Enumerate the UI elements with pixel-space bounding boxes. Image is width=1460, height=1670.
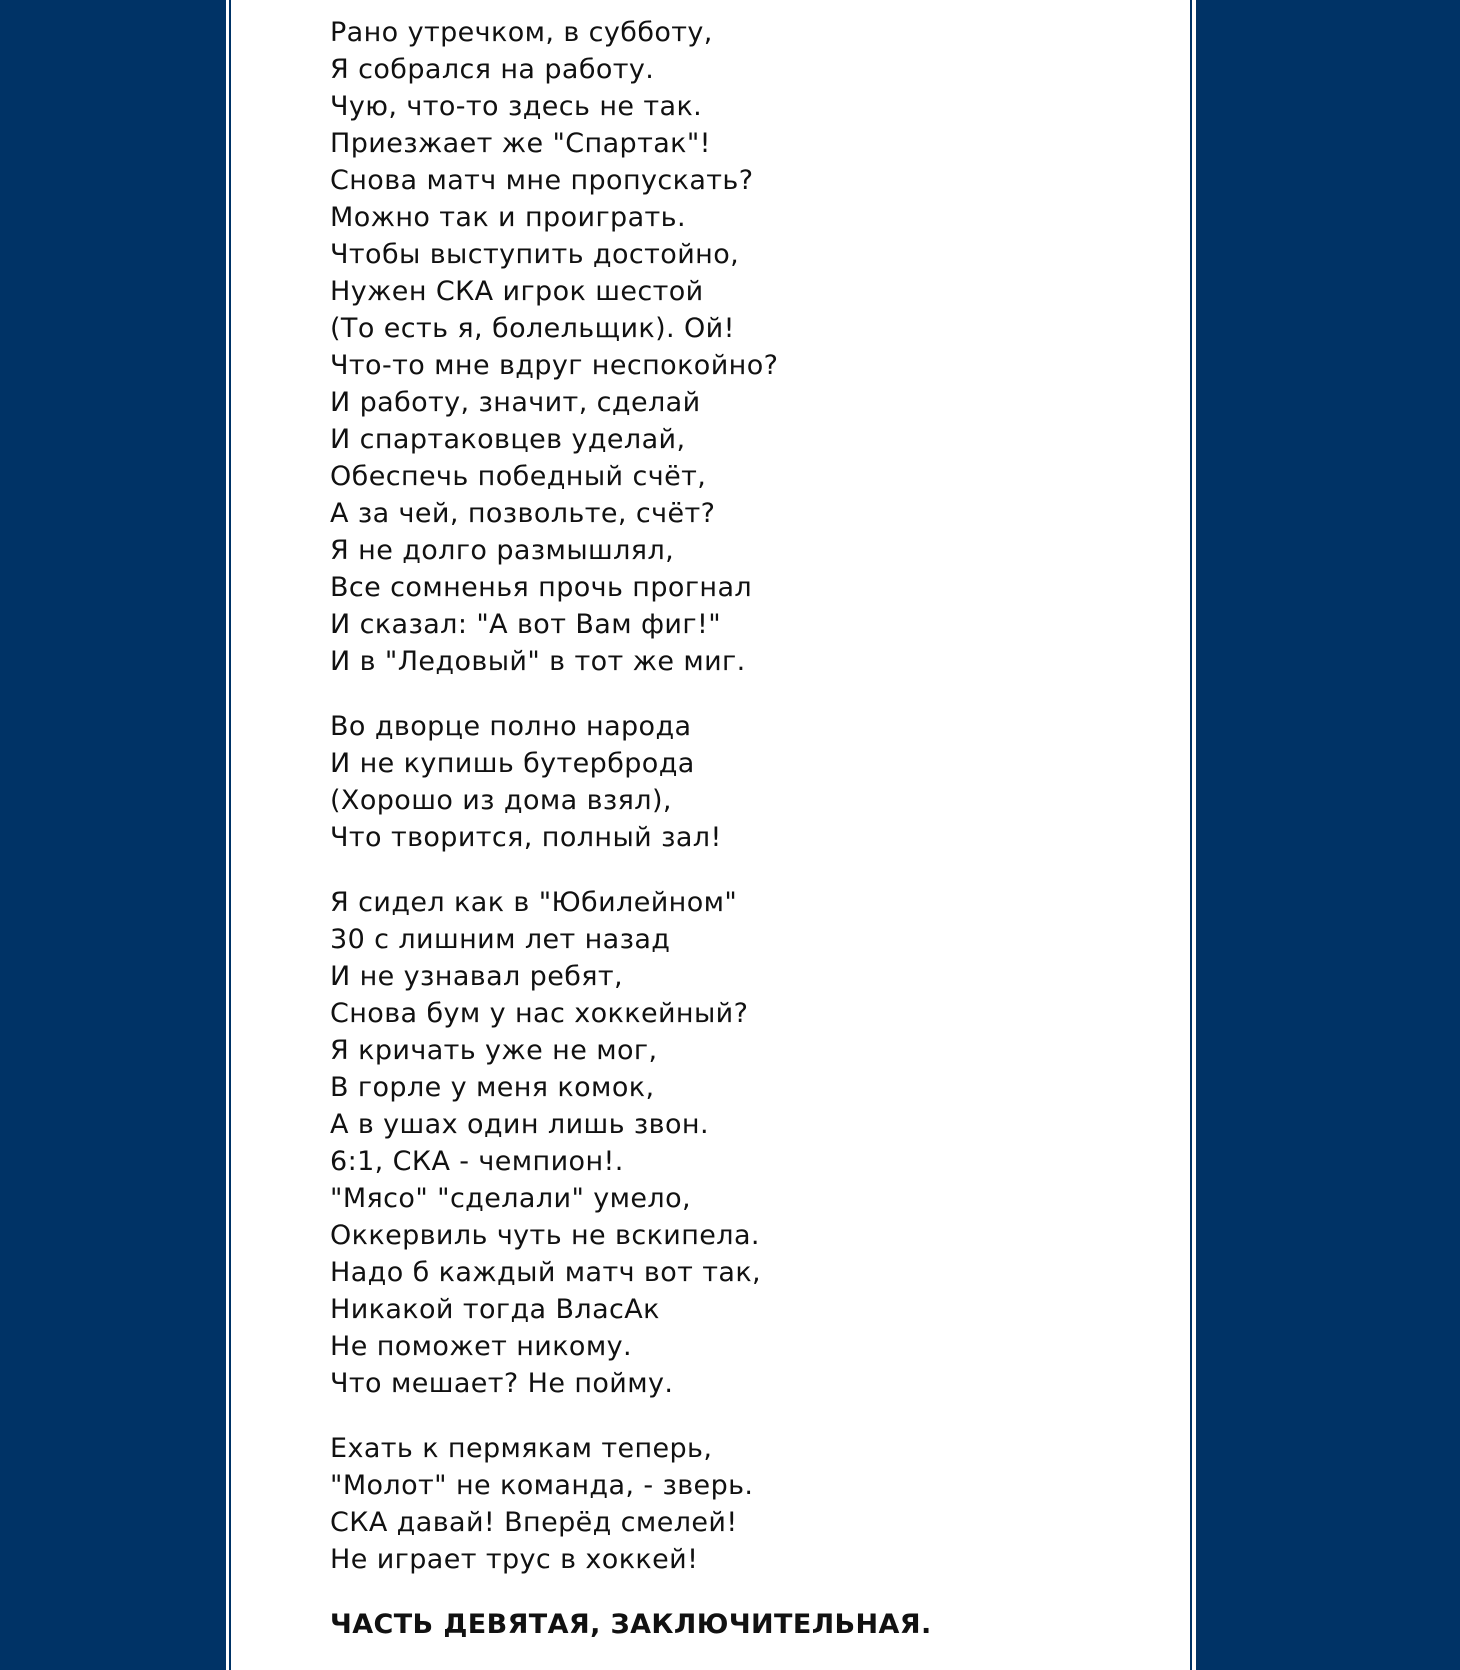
poem-line: И спартаковцев уделай, <box>330 424 686 455</box>
poem-line: "Молот" не команда, - зверь. <box>330 1470 754 1501</box>
stanza-2 <box>330 708 1160 856</box>
poem-line: И не узнавал ребят, <box>330 961 624 992</box>
poem-line: Не поможет никому. <box>330 1331 632 1362</box>
poem-line: Во дворце полно народа <box>330 711 692 742</box>
poem-line: Никакой тогда ВласАк <box>330 1294 660 1325</box>
poem-line: Я сидел как в "Юбилейном" <box>330 887 738 918</box>
poem-line: Надо б каждый матч вот так, <box>330 1257 762 1288</box>
right-border-rule <box>1190 0 1192 1670</box>
poem-line: (То есть я, болельщик). Ой! <box>330 313 735 344</box>
poem-line: Ехать к пермякам теперь, <box>330 1433 713 1464</box>
poem-line: Нужен СКА игрок шестой <box>330 276 704 307</box>
poem-line: Рано утречком, в субботу, <box>330 17 713 48</box>
stanza-1 <box>330 14 1160 680</box>
poem-line: А за чей, позвольте, счёт? <box>330 498 716 529</box>
poem-line: "Мясо" "сделали" умело, <box>330 1183 691 1214</box>
poem-line: Я кричать уже не мог, <box>330 1035 658 1066</box>
poem-line: (Хорошо из дома взял), <box>330 785 672 816</box>
poem-line: Чтобы выступить достойно, <box>330 239 740 270</box>
poem-line: 6:1, СКА - чемпион!. <box>330 1146 624 1177</box>
poem-line: И не купишь бутерброда <box>330 748 695 779</box>
left-border-rule <box>229 0 231 1670</box>
poem-line: В горле у меня комок, <box>330 1072 655 1103</box>
poem-line: Я не долго размышлял, <box>330 535 675 566</box>
poem-line: Что мешает? Не пойму. <box>330 1368 674 1399</box>
poem-line: Приезжает же "Спартак"! <box>330 128 711 159</box>
poem-line: Все сомненья прочь прогнал <box>330 572 753 603</box>
poem-line: Я собрался на работу. <box>330 54 655 85</box>
poem-line: Снова бум у нас хоккейный? <box>330 998 749 1029</box>
poem-line: Оккервиль чуть не вскипела. <box>330 1220 760 1251</box>
poem-line: Снова матч мне пропускать? <box>330 165 754 196</box>
poem-line: 30 с лишним лет назад <box>330 924 671 955</box>
poem-line: А в ушах один лишь звон. <box>330 1109 709 1140</box>
stanza-4 <box>330 1430 1160 1578</box>
poem-line: Чую, что-то здесь не так. <box>330 91 703 122</box>
poem-line: И сказал: "А вот Вам фиг!" <box>330 609 722 640</box>
poem-line: Что творится, полный зал! <box>330 822 722 853</box>
stanza-3 <box>330 884 1160 1402</box>
poem-line: Обеспечь победный счёт, <box>330 461 707 492</box>
poem-line: Не играет трус в хоккей! <box>330 1544 699 1575</box>
poem-line: И в "Ледовый" в тот же миг. <box>330 646 746 677</box>
poem-line: СКА давай! Вперёд смелей! <box>330 1507 738 1538</box>
part-heading: ЧАСТЬ ДЕВЯТАЯ, ЗАКЛЮЧИТЕЛЬНАЯ. <box>330 1609 932 1640</box>
poem-text <box>330 14 1160 1643</box>
poem-line: Что-то мне вдруг неспокойно? <box>330 350 779 381</box>
poem-line: Можно так и проиграть. <box>330 202 686 233</box>
poem-line: И работу, значит, сделай <box>330 387 701 418</box>
